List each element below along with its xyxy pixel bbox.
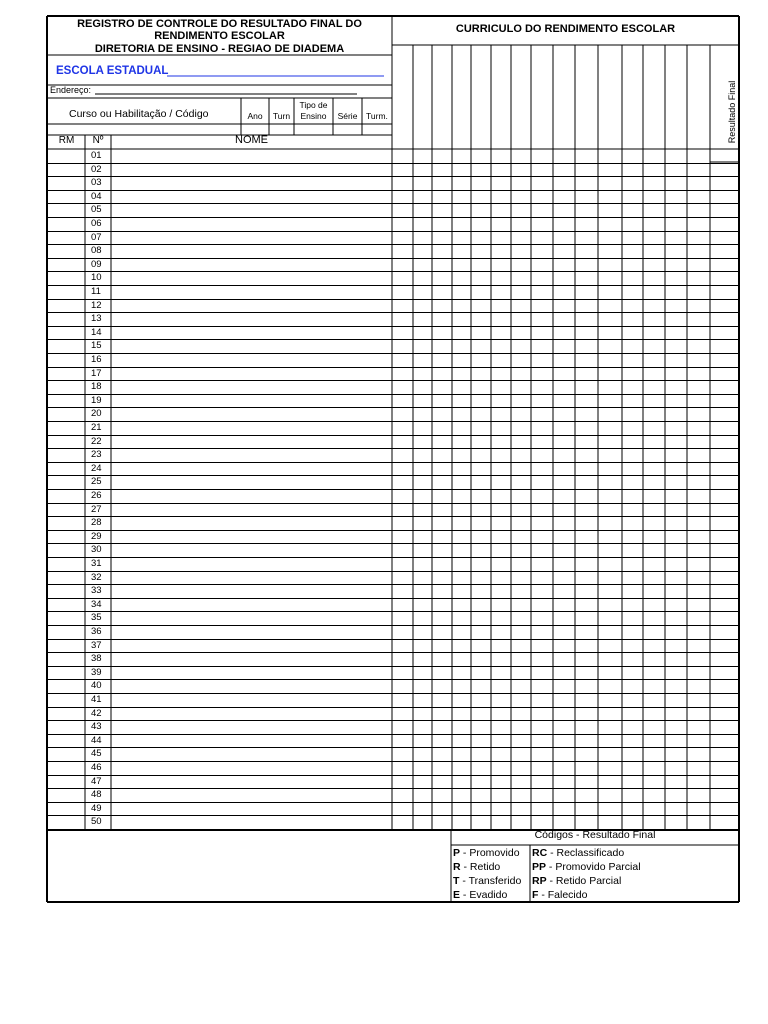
legend-description: - Falecido	[538, 889, 588, 901]
legend-description: - Retido	[460, 861, 501, 873]
legend-description: - Transferido	[459, 875, 522, 887]
student-number: 16	[91, 354, 102, 365]
tipo-ensino-label-line2: Ensino	[300, 111, 327, 121]
student-number: 15	[91, 340, 102, 352]
student-number: 29	[91, 530, 102, 542]
form-title-line2: RENDIMENTO ESCOLAR	[154, 30, 285, 42]
legend-code: PP	[532, 861, 547, 873]
student-number: 14	[91, 326, 102, 338]
student-number: 07	[91, 231, 102, 243]
student-number: 28	[91, 517, 102, 529]
address-label: Endereço:	[50, 85, 92, 95]
student-number: 18	[91, 381, 102, 393]
student-number: 04	[91, 190, 102, 202]
serie-label: Série	[337, 111, 358, 121]
student-number: 43	[91, 721, 102, 733]
student-number: 25	[91, 476, 102, 488]
number-column-header: Nº	[92, 135, 104, 146]
student-number: 17	[91, 367, 102, 379]
legend-code: T	[453, 875, 460, 887]
legend-description: - Promovido	[460, 847, 520, 859]
student-number: 35	[91, 612, 102, 624]
legend-code: F	[532, 889, 539, 901]
student-number: 03	[91, 177, 102, 189]
form-grid-lines	[47, 16, 739, 902]
student-number: 24	[91, 462, 102, 474]
turma-label: Turm.	[366, 111, 388, 121]
tipo-ensino-label-line1: Tipo de	[299, 100, 328, 110]
form-title-line1: REGISTRO DE CONTROLE DO RESULTADO FINAL DO	[77, 18, 362, 30]
school-label: ESCOLA ESTADUAL	[56, 65, 169, 77]
student-number: 48	[91, 789, 102, 801]
legend-entry	[453, 862, 500, 873]
student-number: 12	[91, 299, 102, 311]
student-number: 37	[91, 639, 102, 651]
rm-column-header: RM	[58, 135, 75, 146]
student-number: 06	[91, 218, 102, 229]
student-number: 23	[91, 449, 102, 461]
student-number: 36	[91, 626, 102, 637]
legend-code: P	[453, 847, 461, 859]
student-number: 50	[91, 816, 102, 828]
ano-label: Ano	[247, 111, 263, 121]
legend-description: - Promovido Parcial	[546, 861, 641, 873]
final-result-column-header: Resultado Final	[727, 80, 737, 144]
legend-entry	[453, 890, 507, 901]
legend-code: E	[453, 889, 461, 901]
student-number: 02	[91, 163, 102, 175]
student-number: 08	[91, 245, 102, 257]
student-number: 41	[91, 694, 102, 705]
legend-code: RP	[532, 875, 547, 887]
student-number: 34	[91, 598, 102, 610]
student-number: 27	[91, 503, 102, 515]
legend-title: Códigos - Resultado Final	[534, 829, 656, 841]
student-number: 21	[91, 422, 102, 433]
student-number: 44	[91, 734, 102, 746]
turn-label: Turn	[272, 111, 291, 121]
student-number: 11	[91, 286, 101, 297]
legend-entry	[453, 876, 521, 887]
student-number: 19	[91, 394, 102, 406]
student-number: 26	[91, 490, 102, 501]
course-label: Curso ou Habilitação / Código	[69, 108, 209, 120]
directorate-title: DIRETORIA DE ENSINO - REGIAO DE DIADEMA	[94, 43, 345, 55]
legend-description: - Retido Parcial	[546, 875, 622, 887]
student-number: 05	[91, 204, 102, 216]
student-number: 31	[91, 558, 102, 569]
student-number: 09	[91, 258, 102, 270]
legend-code: RC	[532, 847, 548, 859]
legend-entry	[532, 848, 624, 859]
legend-entry	[532, 890, 587, 901]
legend-code: R	[453, 861, 461, 873]
student-number: 33	[91, 585, 102, 597]
student-number: 40	[91, 680, 102, 692]
results-register-sheet	[47, 16, 739, 902]
student-number: 49	[91, 802, 102, 814]
student-number: 13	[91, 313, 102, 325]
legend-entry	[532, 862, 641, 873]
student-number: 10	[91, 272, 102, 284]
student-number: 47	[91, 775, 102, 787]
student-number: 38	[91, 653, 102, 665]
legend-description: - Reclassificado	[547, 847, 625, 859]
student-number: 42	[91, 707, 102, 719]
student-number: 32	[91, 571, 102, 583]
curriculum-title: CURRICULO DO RENDIMENTO ESCOLAR	[455, 23, 676, 35]
student-number: 45	[91, 748, 102, 760]
legend-description: - Evadido	[460, 889, 508, 901]
student-number: 39	[91, 666, 102, 678]
student-number: 20	[91, 408, 102, 420]
student-number: 01	[91, 150, 102, 161]
student-number: 46	[91, 762, 102, 773]
name-column-header: NOME	[235, 134, 268, 146]
legend-entry	[453, 848, 520, 859]
student-number: 30	[91, 544, 102, 556]
legend-entry	[532, 876, 621, 887]
student-number: 22	[91, 435, 102, 447]
